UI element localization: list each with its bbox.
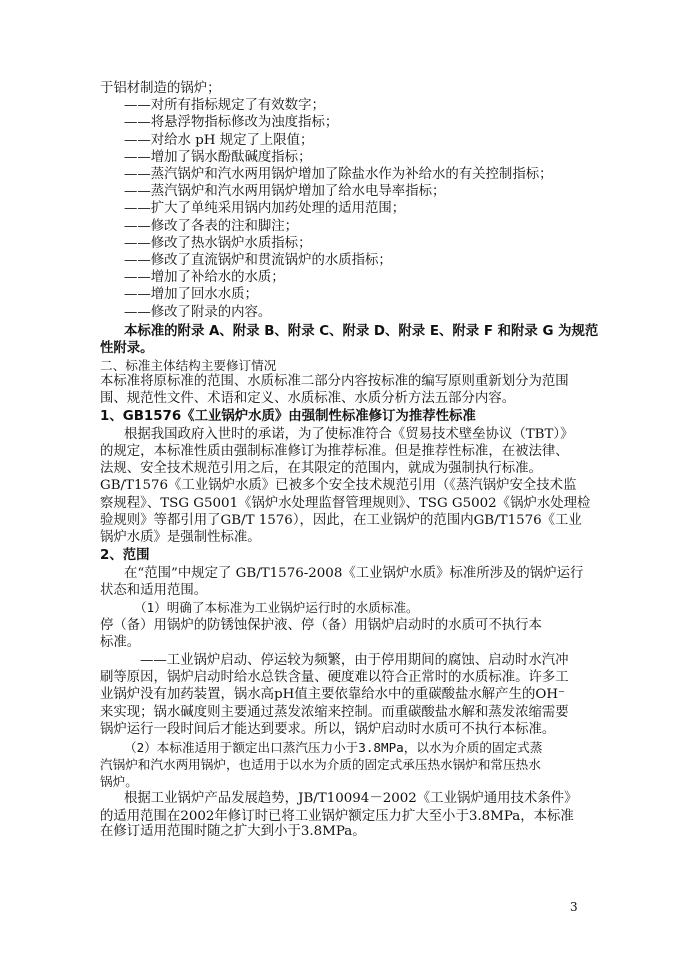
paragraph-line: 本标准将原标准的范围、水质标准二部分内容按标准的编写原则重新划分为范围 [100,374,569,390]
list-item: 汽锅炉和汽水两用锅炉，也适用于以水为介质的固定式承压热水锅炉和常压热水 [100,756,541,772]
appendix-note: 本标准的附录 A、附录 B、附录 C、附录 D、附录 E、附录 F 和附录 G 为规范 [124,323,599,339]
paragraph-line: ——工业锅炉启动、停运较为频繁，由于停用期间的腐蚀、启动时水汽冲 [140,652,569,668]
bullet-item: ——修改了热水锅炉水质指标； [124,235,312,251]
paragraph-line: 在修订适用范围时随之扩大到小于3.8MPa。 [100,824,366,840]
appendix-note-cont: 性附录。 [100,340,154,356]
paragraph-line: 标准。 [100,634,141,650]
paragraph-line: 刷等原因，锅炉启动时给水总铁含量、硬度难以符合正常时的水质标准。许多工 [100,670,569,686]
paragraph-line: 业锅炉没有加药装置，锅水高pH值主要依靠给水中的重碳酸盐水解产生的OH⁻ [100,687,566,703]
list-item: 锅炉。 [100,774,138,790]
paragraph-line: 的规定，本标准性质由强制标准修订为推荐标准。但是推荐性标准，在被法律、 [100,443,569,459]
paragraph-line: 围、规范性文件、术语和定义、水质标准、水质分析方法五部分内容。 [100,390,516,406]
paragraph-line: 来实现；锅水碱度则主要通过蒸发浓缩来控制。而重碳酸盐水解和蒸发浓缩需要 [100,704,569,720]
paragraph-line: 的适用范围在2002年修订时已将工业锅炉额定压力扩大至小于3.8MPa，本标准 [100,808,574,824]
paragraph-line: 验规则》等都引用了GB/T 1576），因此，在工业锅炉的范围内GB/T1576《工业 [100,512,582,528]
bullet-item: ——蒸汽锅炉和汽水两用锅炉增加了给水电导率指标； [124,184,446,200]
list-item: （1）明确了本标准为工业锅炉运行时的水质标准。 [134,600,419,616]
paragraph-line: 根据工业锅炉产品发展趋势，JB/T10094－2002《工业锅炉通用技术条件》 [124,791,578,807]
list-item: （2）本标准适用于额定出口蒸汽压力小于3.8MPa，以水为介质的固定式蒸 [124,739,543,755]
subsection-heading: 1、GB1576《工业锅炉水质》由强制性标准修订为推荐性标准 [100,408,476,424]
bullet-item: ——对所有指标规定了有效数字； [124,98,325,114]
section-heading: 二、标准主体结构主要修订情况 [100,357,277,373]
paragraph-line: 在“范围”中规定了 GB/T1576-2008《工业锅炉水质》标准所涉及的锅炉运行 [124,566,584,582]
intro-lead: 于铝材制造的锅炉； [100,81,221,96]
bullet-item: ——对给水 pH 规定了上限值； [124,132,314,148]
paragraph-line: 状态和适用范围。 [100,583,208,599]
paragraph-line: 法规、安全技术规范引用之后，在其限定的范围内，就成为强制执行标准。 [100,461,542,477]
bullet-item: ——修改了各表的注和脚注； [124,218,299,234]
paragraph-line: 锅炉运行一段时间后才能达到要求。所以，锅炉启动时水质可不执行本标准。 [100,721,556,737]
bullet-item: ——增加了补给水的水质； [124,270,285,286]
bullet-item: ——修改了附录的内容。 [124,304,272,320]
bullet-item: ——扩大了单纯采用锅内加药处理的适用范围； [124,201,406,217]
bullet-item: ——增加了锅水酚酞碱度指标； [124,149,312,165]
subsection-heading: 2、范围 [100,547,150,563]
bullet-item: ——增加了回水水质； [124,287,258,303]
paragraph-line: GB/T1576《工业锅炉水质》已被多个安全技术规范引用（《蒸汽锅炉安全技术监 [100,478,577,494]
page-number: 3 [570,900,578,914]
bullet-item: ——修改了直流锅炉和贯流锅炉的水质指标； [124,253,392,268]
paragraph-line: 锅炉水质》是强制性标准。 [100,529,261,545]
bullet-item: ——蒸汽锅炉和汽水两用锅炉增加了除盐水作为补给水的有关控制指标； [124,167,553,182]
bullet-item: ——将悬浮物指标修改为浊度指标； [124,115,339,131]
paragraph-line: 察规程》、TSG G5001《锅炉水处理监督管理规则》、TSG G5002《锅炉水处理检 [100,495,591,511]
paragraph-line: 停（备）用锅炉的防锈蚀保护液、停（备）用锅炉启动时的水质可不执行本 [100,617,542,633]
paragraph-line: 根据我国政府入世时的承诺，为了使标准符合《贸易技术壁垒协议（TBT）》 [124,426,574,442]
